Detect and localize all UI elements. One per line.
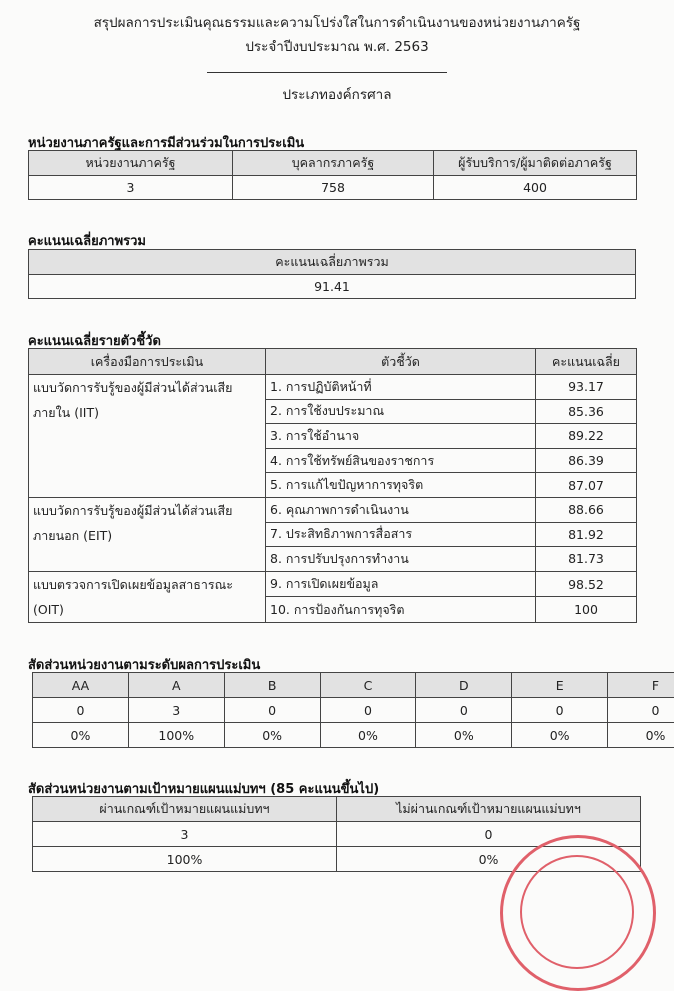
table-row [29, 571, 637, 597]
indicator-score: 81.73 [536, 547, 637, 572]
column-header: บุคลากรภาครัฐ [233, 151, 434, 176]
grade-percent: 0% [224, 723, 320, 748]
grade-percent: 0% [416, 723, 512, 748]
target-heading: สัดส่วนหน่วยงานตามเป้าหมายแผนแม่บทฯ (85 คะแนนขึ้นไป) [28, 778, 379, 799]
indicator-name: 6. คุณภาพการดำเนินงาน [266, 497, 536, 522]
service-user-count: 400 [434, 176, 637, 200]
assessment-tool [29, 375, 266, 498]
grade-percent: 0% [320, 723, 416, 748]
tool-name: แบบตรวจการเปิดเผยข้อมูลสาธารณะ [33, 572, 261, 597]
table-row [33, 698, 674, 723]
grade-header: C [320, 673, 416, 698]
document-title: สรุปผลการประเมินคุณธรรมและความโปร่งใสในการดำเนินงานของหน่วยงานภาครัฐ [0, 11, 674, 33]
indicator-name: 5. การแก้ไขปัญหาการทุจริต [266, 473, 536, 498]
indicator-score: 93.17 [536, 375, 637, 400]
grade-count: 0 [512, 698, 608, 723]
indicator-score: 81.92 [536, 522, 637, 547]
pass-count: 3 [33, 822, 337, 847]
indicator-name: 8. การปรับปรุงการทำงาน [266, 547, 536, 572]
assessment-tool [29, 497, 266, 571]
column-header: ผ่านเกณฑ์เป้าหมายแผนแม่บทฯ [33, 797, 337, 822]
indicator-name: 3. การใช้อำนาจ [266, 424, 536, 449]
table-row [29, 497, 637, 522]
grade-header: B [224, 673, 320, 698]
grade-percent: 0% [33, 723, 129, 748]
participation-table [28, 150, 637, 200]
indicator-score: 86.39 [536, 448, 637, 473]
grade-count: 0 [320, 698, 416, 723]
indicator-name: 10. การป้องกันการทุจริต [266, 597, 536, 623]
column-header: เครื่องมือการประเมิน [29, 349, 266, 375]
grade-count: 0 [224, 698, 320, 723]
grade-percent: 0% [608, 723, 674, 748]
fail-count: 0 [337, 822, 641, 847]
column-header: ไม่ผ่านเกณฑ์เป้าหมายแผนแม่บทฯ [337, 797, 641, 822]
divider [207, 72, 447, 73]
overall-heading: คะแนนเฉลี่ยภาพรวม [28, 230, 146, 251]
grade-percent: 100% [128, 723, 224, 748]
indicator-name: 2. การใช้งบประมาณ [266, 399, 536, 424]
indicator-score: 98.52 [536, 571, 637, 597]
grade-header: AA [33, 673, 129, 698]
indicator-name: 1. การปฏิบัติหน้าที่ [266, 375, 536, 400]
table-row [33, 673, 674, 698]
agency-count: 3 [29, 176, 233, 200]
column-header: ผู้รับบริการ/ผู้มาติดต่อภาครัฐ [434, 151, 637, 176]
column-header: คะแนนเฉลี่ยภาพรวม [29, 250, 636, 275]
column-header: หน่วยงานภาครัฐ [29, 151, 233, 176]
indicator-score: 89.22 [536, 424, 637, 449]
grade-header: D [416, 673, 512, 698]
personnel-count: 758 [233, 176, 434, 200]
assessment-tool [29, 571, 266, 622]
table-row [33, 723, 674, 748]
participation-heading: หน่วยงานภาครัฐและการมีส่วนร่วมในการประเมิน [28, 132, 304, 153]
indicator-score: 85.36 [536, 399, 637, 424]
pass-percent: 100% [33, 847, 337, 872]
indicator-score: 88.66 [536, 497, 637, 522]
levels-heading: สัดส่วนหน่วยงานตามระดับผลการประเมิน [28, 654, 260, 675]
grade-header: A [128, 673, 224, 698]
indicator-name: 7. ประสิทธิภาพการสื่อสาร [266, 522, 536, 547]
grade-count: 3 [128, 698, 224, 723]
tool-name-suffix: ภายนอก (EIT) [33, 523, 261, 548]
levels-table [32, 672, 674, 748]
indicator-score: 87.07 [536, 473, 637, 498]
official-seal-inner-ring [520, 855, 634, 969]
overall-table [28, 249, 636, 299]
overall-score: 91.41 [29, 275, 636, 299]
table-row [29, 375, 637, 400]
column-header: ตัวชี้วัด [266, 349, 536, 375]
grade-header: E [512, 673, 608, 698]
fail-percent: 0% [337, 847, 641, 872]
indicator-name: 9. การเปิดเผยข้อมูล [266, 571, 536, 597]
tool-name: แบบวัดการรับรู้ของผู้มีส่วนได้ส่วนเสีย [33, 375, 261, 400]
tool-name: แบบวัดการรับรู้ของผู้มีส่วนได้ส่วนเสีย [33, 498, 261, 523]
tool-name-suffix: (OIT) [33, 597, 261, 622]
column-header: คะแนนเฉลี่ย [536, 349, 637, 375]
grade-count: 0 [416, 698, 512, 723]
tool-name-suffix: ภายใน (IIT) [33, 400, 261, 425]
organization-category: ประเภทองค์กรศาล [0, 83, 674, 105]
indicators-heading: คะแนนเฉลี่ยรายตัวชี้วัด [28, 330, 161, 351]
indicator-score: 100 [536, 597, 637, 623]
indicator-name: 4. การใช้ทรัพย์สินของราชการ [266, 448, 536, 473]
grade-count: 0 [608, 698, 674, 723]
document-subtitle: ประจำปีงบประมาณ พ.ศ. 2563 [0, 35, 674, 57]
grade-header: F [608, 673, 674, 698]
grade-count: 0 [33, 698, 129, 723]
indicators-table [28, 348, 637, 623]
grade-percent: 0% [512, 723, 608, 748]
